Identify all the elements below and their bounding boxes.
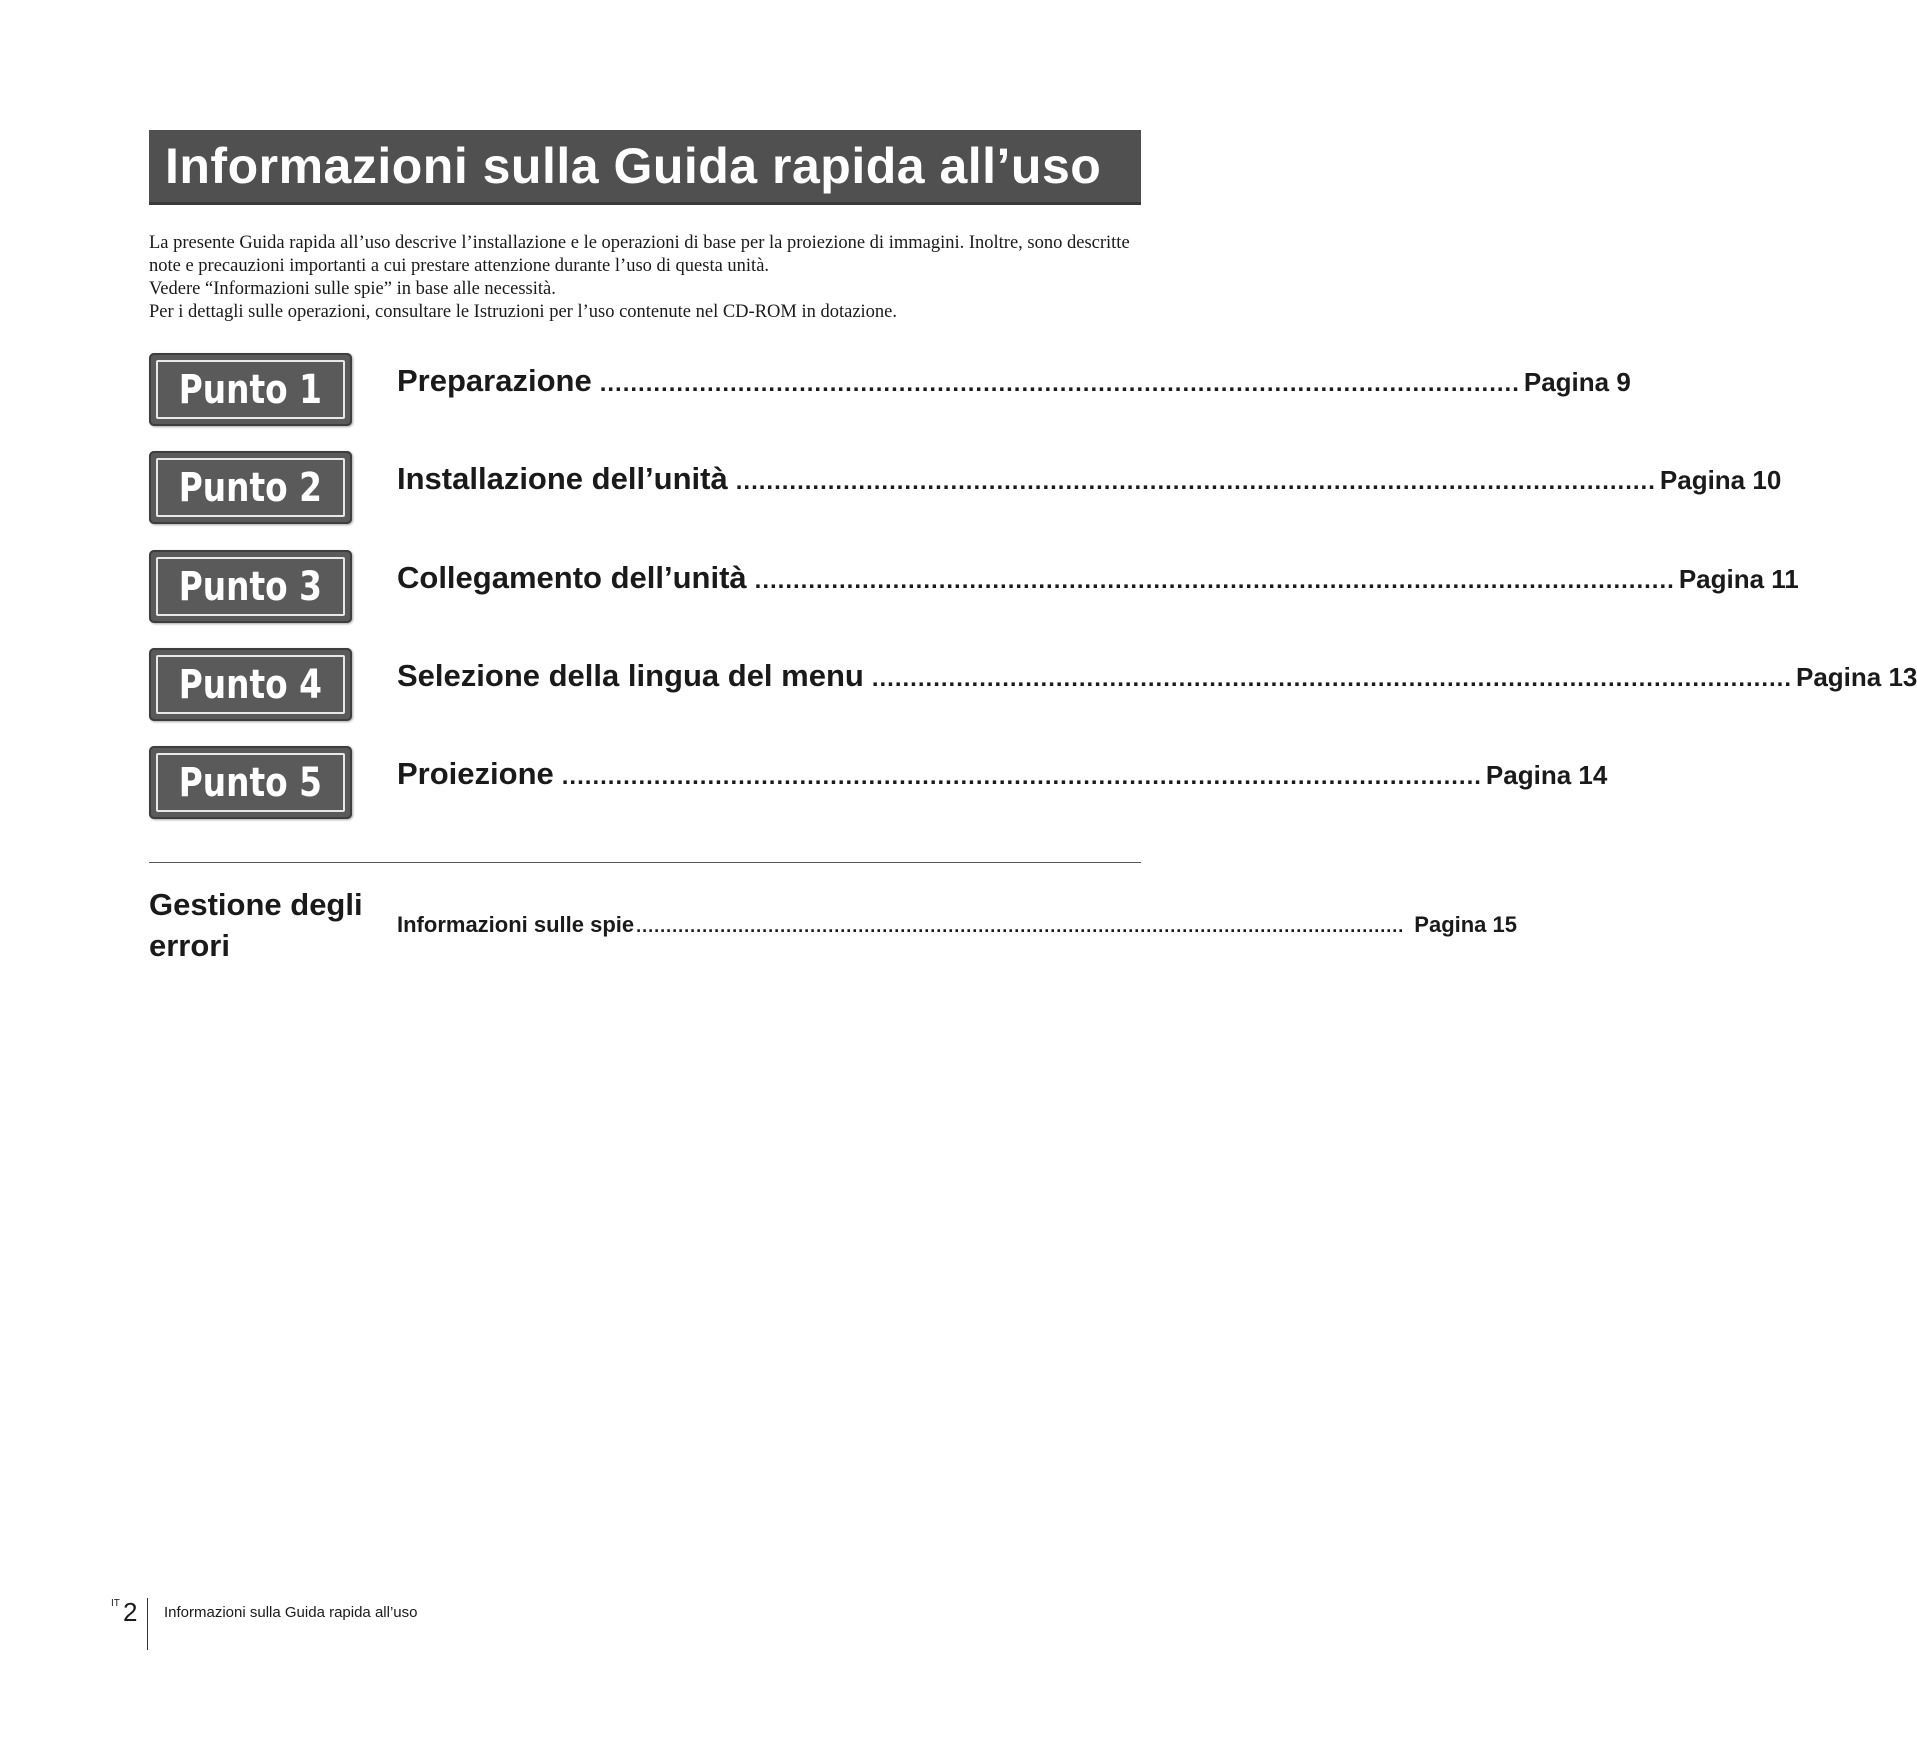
step-row-2[interactable] bbox=[149, 451, 1782, 525]
intro-line: Per i dettagli sulle operazioni, consultare le Istruzioni per l’uso contenute nel CD-ROM in dotazione. bbox=[149, 302, 898, 322]
toc-entry-title: Selezione della lingua del menu bbox=[397, 658, 864, 693]
intro-paragraph bbox=[149, 232, 1141, 324]
step-badge-label: Punto 1 bbox=[178, 366, 323, 413]
step-row-5[interactable] bbox=[149, 746, 1608, 820]
toc-entry-page: Pagina 11 bbox=[1678, 564, 1799, 594]
leader-dots: ................................................................................................................................ bbox=[636, 916, 1405, 936]
title-banner bbox=[149, 130, 1141, 205]
toc-entry-1[interactable] bbox=[397, 363, 1631, 399]
footer-language-code: IT bbox=[111, 1598, 120, 1609]
footer-page-number: 2 bbox=[123, 1597, 138, 1627]
page-title: Informazioni sulla Guida rapida all’uso bbox=[165, 138, 1102, 194]
step-badge-4 bbox=[149, 648, 352, 721]
toc-entry-troubleshooting[interactable] bbox=[397, 912, 1517, 938]
toc-entry-title: Preparazione bbox=[397, 363, 592, 398]
step-row-1[interactable] bbox=[149, 353, 1631, 427]
toc-entry-page: Pagina 9 bbox=[1523, 367, 1631, 397]
toc-entry-title: Proiezione bbox=[397, 756, 554, 791]
intro-line: La presente Guida rapida all’uso descrive l’installazione e le operazioni di base per la proiezione di immagini. Inoltre, sono descritte note e precauzioni importanti a cui prestare attenzione durante l’uso di questa unità. bbox=[149, 233, 1130, 276]
troubleshooting-heading: Gestione degli errori bbox=[149, 887, 363, 963]
toc-entry-page: Pagina 14 bbox=[1485, 760, 1608, 790]
section-divider bbox=[149, 862, 1141, 863]
step-badge-2 bbox=[149, 451, 352, 524]
toc-entry-page: Pagina 10 bbox=[1659, 465, 1782, 495]
toc-entry-title: Collegamento dell’unità bbox=[397, 560, 747, 595]
leader-dots: ........................................................................................................................ bbox=[871, 665, 1792, 692]
footer-divider bbox=[147, 1598, 148, 1650]
step-badge-5 bbox=[149, 746, 352, 819]
toc-entry-page: Pagina 13 bbox=[1796, 662, 1917, 692]
step-badge-label: Punto 3 bbox=[178, 563, 323, 610]
leader-dots: ........................................................................................................................ bbox=[735, 468, 1656, 495]
step-badge-3 bbox=[149, 550, 352, 623]
toc-entry-4[interactable] bbox=[397, 658, 1917, 694]
step-badge-1 bbox=[149, 353, 352, 426]
toc-entry-page: Pagina 15 bbox=[1414, 912, 1517, 937]
toc-entry-2[interactable] bbox=[397, 461, 1782, 497]
leader-dots: ........................................................................................................................ bbox=[599, 370, 1520, 397]
intro-line: Vedere “Informazioni sulle spie” in base alle necessità. bbox=[149, 279, 556, 299]
step-badge-label: Punto 2 bbox=[178, 464, 323, 511]
footer-running-title: Informazioni sulla Guida rapida all’uso bbox=[164, 1604, 418, 1621]
step-row-4[interactable] bbox=[149, 648, 1917, 722]
toc-entry-title: Installazione dell’unità bbox=[397, 461, 728, 496]
step-badge-label: Punto 4 bbox=[178, 661, 323, 708]
toc-entry-5[interactable] bbox=[397, 756, 1608, 792]
step-badge-label: Punto 5 bbox=[178, 759, 323, 806]
toc-entry-title: Informazioni sulle spie bbox=[397, 912, 635, 937]
toc-entry-3[interactable] bbox=[397, 560, 1799, 596]
step-row-3[interactable] bbox=[149, 550, 1799, 624]
leader-dots: ........................................................................................................................ bbox=[754, 567, 1675, 594]
leader-dots: ........................................................................................................................ bbox=[561, 763, 1482, 790]
